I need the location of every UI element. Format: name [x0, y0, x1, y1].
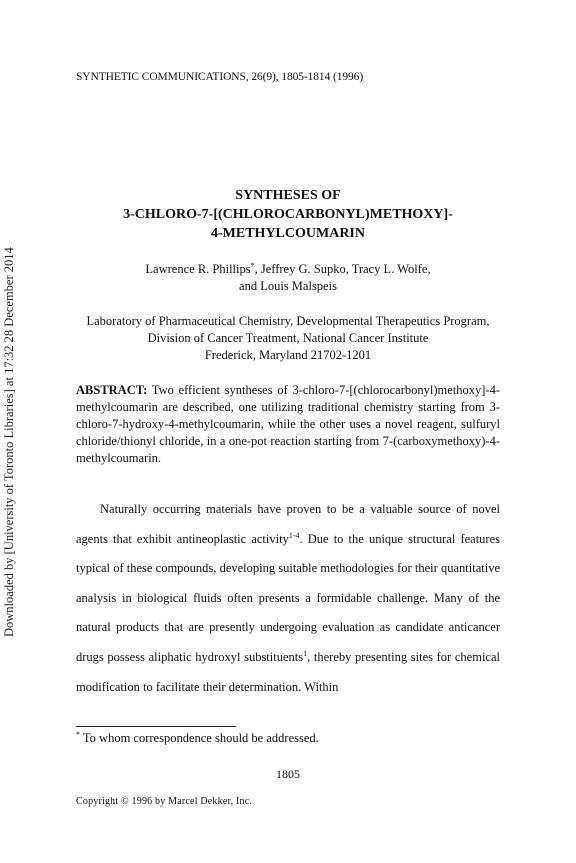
- author-name-first: Lawrence R. Phillips: [145, 262, 251, 276]
- title-line-2: 3-CHLORO-7-[(CHLOROCARBONYL)METHOXY]-: [123, 207, 453, 222]
- abstract-heading: ABSTRACT:: [76, 383, 148, 397]
- reference-marker: 1-4: [288, 530, 300, 540]
- footnote-divider: [76, 726, 236, 727]
- footnote-text: To whom correspondence should be addressed.: [80, 731, 319, 745]
- affiliation: [70, 313, 506, 364]
- affiliation-line-1: Laboratory of Pharmaceutical Chemistry, Developmental Therapeutics Program,: [86, 314, 490, 328]
- reference-marker: 1: [303, 648, 308, 658]
- body-text-part-3: , thereby presenting sites for chemical modification to facilitate their determination. Within: [76, 649, 500, 694]
- author-line-1: [96, 261, 480, 278]
- body-text-part-1: Naturally occurring materials have proven to be a valuable source of novel agents that exhibit antineoplastic activity: [76, 502, 500, 546]
- download-watermark: Downloaded by [University of Toronto Libraries] at 17:32 28 December 2014: [2, 247, 16, 637]
- body-paragraph: [76, 495, 500, 702]
- correspondence-mark: *: [250, 260, 255, 270]
- body-text-part-2: . Due to the unique structural features typical of these compounds, developing suitable methodologies for their quantitative analysis in biological fluids often presents a formidable challenge. Many of the natural products that are presently undergoing evaluation as candidate anticancer drugs possess aliphatic hydroxyl substituents: [76, 531, 500, 664]
- author-names-rest: , Jeffrey G. Supko, Tracy L. Wolfe,: [254, 262, 431, 276]
- abstract-text: Two efficient syntheses of 3-chloro-7-[(chlorocarbonyl)methoxy]-4-methylcoumarin are described, one utilizing traditional chemistry starting from 3-chloro-7-hydroxy-4-methylcoumarin, while the other uses a novel reagent, sulfuryl chloride/thionyl chloride, in a one-pot reaction starting from 7-(carboxymethoxy)-4-methylcoumarin.: [76, 383, 500, 465]
- footnote: [76, 731, 319, 746]
- footnote-mark: *: [76, 729, 80, 739]
- author-list: [96, 261, 480, 295]
- author-line-2: and Louis Malspeis: [239, 279, 337, 293]
- copyright-notice: Copyright © 1996 by Marcel Dekker, Inc.: [76, 796, 253, 807]
- abstract: [76, 382, 500, 467]
- title-line-1: SYNTHESES OF: [235, 188, 341, 203]
- affiliation-line-2: Division of Cancer Treatment, National Cancer Institute: [147, 331, 429, 345]
- article-title: [96, 186, 480, 243]
- journal-citation: SYNTHETIC COMMUNICATIONS, 26(9), 1805-1814 (1996): [76, 71, 364, 83]
- page-number: 1805: [276, 767, 300, 781]
- title-line-3: 4-METHYLCOUMARIN: [211, 226, 365, 241]
- affiliation-line-3: Frederick, Maryland 21702-1201: [204, 348, 372, 362]
